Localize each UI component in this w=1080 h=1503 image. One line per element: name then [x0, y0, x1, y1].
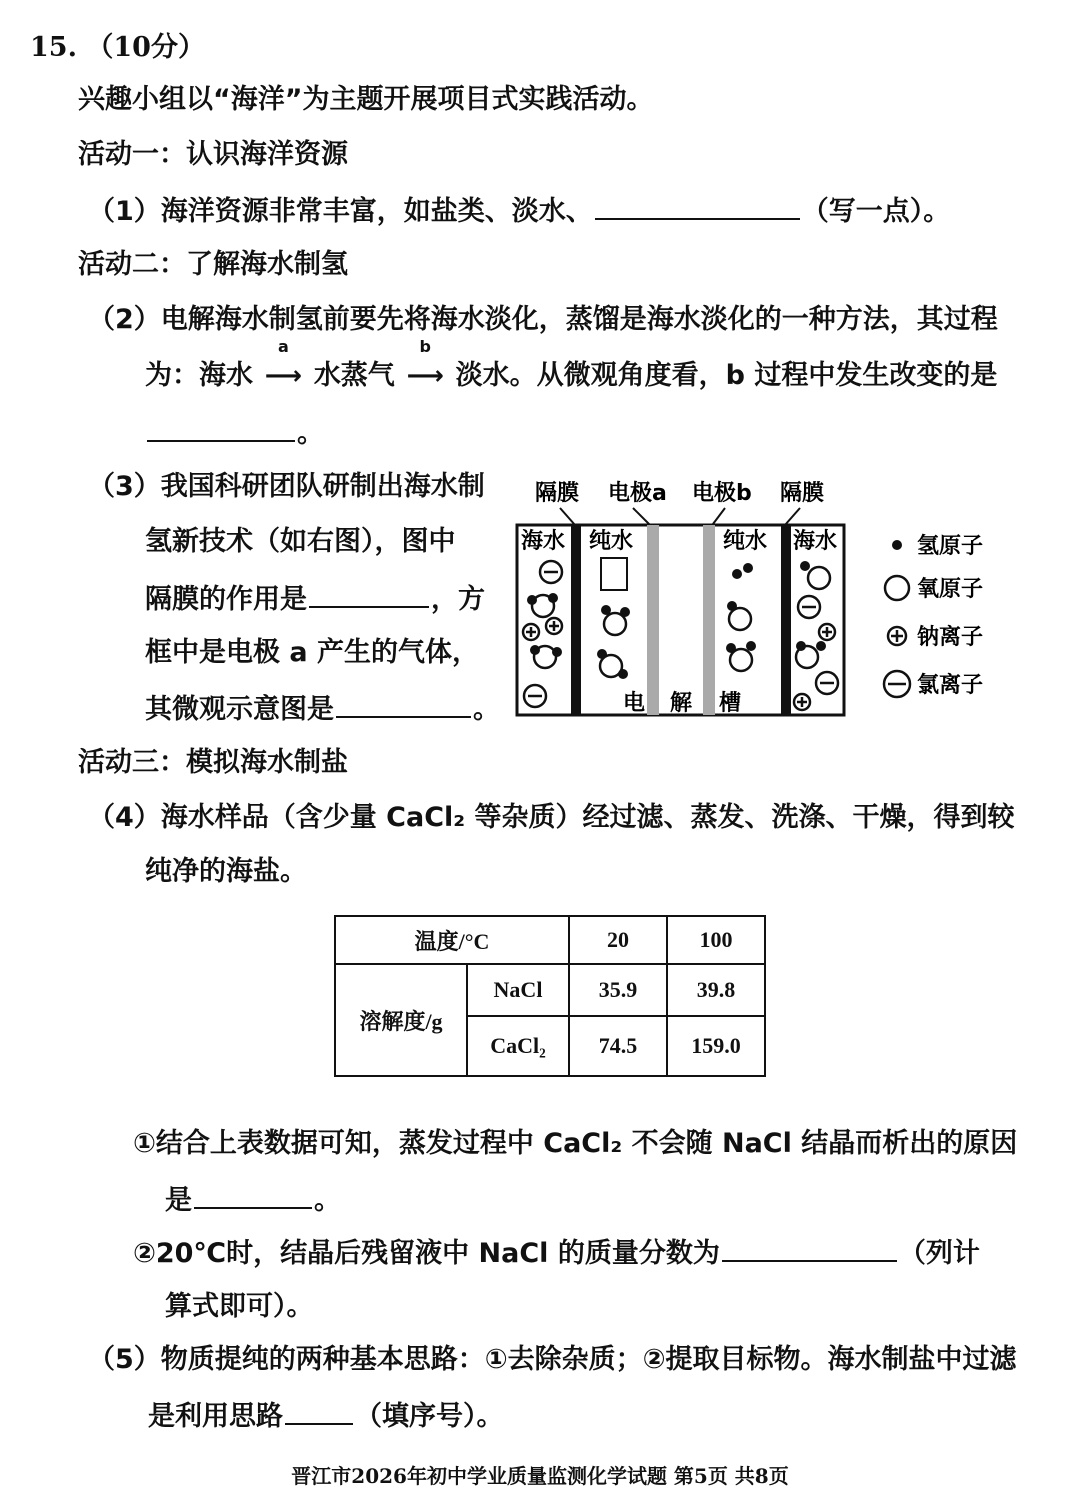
label-tank-2: 解 — [670, 691, 693, 716]
table-cell: 74.5 — [569, 1016, 667, 1076]
sub2-line2: 算式即可）。 — [165, 1291, 314, 1322]
electrolysis-diagram — [505, 470, 1005, 725]
q3-line2: 氢新技术（如右图），图中 — [145, 526, 456, 557]
sub2-text: ②20℃时，结晶后残留液中 NaCl 的质量分数为 — [133, 1238, 720, 1269]
q1 — [88, 190, 950, 232]
q3-end: 。 — [473, 694, 500, 725]
right-arrow-icon: ⟶ — [406, 361, 444, 391]
q5-line2 — [148, 1395, 504, 1437]
arrow-b-label: b — [419, 337, 431, 356]
q1-answer-blank[interactable] — [595, 190, 800, 220]
table-header-temperature: 温度/°C — [335, 916, 569, 964]
table-temp-100: 100 — [667, 916, 765, 964]
legend-chloride: 氯离子 — [917, 673, 984, 698]
q4-line1: （4）海水样品（含少量 CaCl₂ 等杂质）经过滤、蒸发、洗涤、干燥，得到较 — [88, 802, 1015, 833]
table-substance-cacl2: CaCl₂ — [467, 1016, 569, 1076]
legend — [884, 533, 983, 698]
sub1-line1: ①结合上表数据可知，蒸发过程中 CaCl₂ 不会随 NaCl 结晶而析出的原因 — [133, 1128, 1018, 1159]
membrane-left — [571, 525, 581, 715]
q4-line2: 纯净的海盐。 — [145, 856, 307, 887]
page-footer: 晋江市2026年初中学业质量监测化学试题 第5页 共8页 — [291, 1464, 789, 1488]
q2-end: 。 — [297, 418, 324, 449]
q2-answer-blank[interactable] — [147, 412, 295, 442]
sub2-answer-blank[interactable] — [722, 1232, 897, 1262]
table-cell: 35.9 — [569, 964, 667, 1016]
q5-answer-blank[interactable] — [285, 1395, 353, 1425]
label-tank-3: 槽 — [719, 691, 742, 716]
region-seawater-right: 海水 — [793, 529, 838, 554]
gas-answer-box[interactable] — [601, 558, 627, 590]
q3-membrane-blank[interactable] — [309, 578, 429, 608]
legend-oxygen: 氧原子 — [917, 577, 984, 602]
hydrogen-atom-icon — [892, 540, 902, 550]
q3-line5 — [145, 688, 500, 730]
q3-text-b: ，方 — [431, 584, 485, 615]
q2-line1: （2）电解海水制氢前要先将海水淡化，蒸馏是海水淡化的一种方法，其过程 — [88, 304, 998, 335]
leader-line — [785, 508, 800, 525]
sub2-suffix: （列计 — [898, 1238, 980, 1269]
legend-sodium: 钠离子 — [917, 625, 984, 650]
q3-line1: （3）我国科研团队研制出海水制 — [88, 471, 485, 502]
table-cell: 159.0 — [667, 1016, 765, 1076]
label-membrane-right: 隔膜 — [780, 481, 825, 506]
legend-hydrogen: 氢原子 — [917, 534, 984, 559]
region-purewater-right: 纯水 — [723, 529, 768, 554]
table-cell: 39.8 — [667, 964, 765, 1016]
q3-text-a: 隔膜的作用是 — [145, 584, 307, 615]
sub1-end: 。 — [314, 1185, 341, 1216]
q5-prefix: 是利用思路 — [148, 1401, 283, 1432]
sub1-prefix: 是 — [165, 1185, 192, 1216]
label-electrode-b: 电极b — [692, 481, 752, 506]
right-arrow-icon: ⟶ — [264, 361, 303, 391]
region-purewater-left: 纯水 — [589, 529, 634, 554]
sub2-line1 — [133, 1232, 980, 1274]
q3-line4: 框中是电极 a 产生的气体， — [145, 637, 480, 668]
label-tank-1: 电 — [623, 691, 646, 716]
arrow-a — [262, 337, 304, 396]
sub1-line2 — [165, 1179, 341, 1221]
table-substance-nacl: NaCl — [467, 964, 569, 1016]
q2-line3 — [145, 412, 324, 454]
activity2-title: 活动二：了解海水制氢 — [78, 249, 348, 280]
q2-prefix: 为：海水 — [145, 360, 253, 391]
q1-suffix: （写一点）。 — [801, 196, 951, 227]
leader-line — [560, 508, 575, 525]
q3-line3 — [145, 578, 485, 620]
table-solubility-label: 溶解度/g — [335, 964, 467, 1076]
label-membrane-left: 隔膜 — [535, 481, 580, 506]
q2-line2 — [145, 337, 998, 396]
q1-text: （1）海洋资源非常丰富，如盐类、淡水、 — [88, 196, 593, 227]
arrow-b — [404, 337, 446, 396]
solubility-table — [334, 915, 766, 1077]
electrode-b — [703, 525, 715, 715]
sub1-answer-blank[interactable] — [194, 1179, 312, 1209]
electrode-a — [647, 525, 659, 715]
q2-rest: 淡水。从微观角度看，b 过程中发生改变的是 — [455, 360, 998, 391]
question-score: （10分） — [86, 32, 205, 63]
activity1-title: 活动一：认识海洋资源 — [78, 139, 348, 170]
q3-diagram-blank[interactable] — [336, 688, 471, 718]
oxygen-atom-icon — [885, 576, 909, 600]
label-electrode-a: 电极a — [608, 481, 667, 506]
activity3-title: 活动三：模拟海水制盐 — [78, 747, 348, 778]
question-number: 15. — [30, 32, 77, 63]
question-intro: 兴趣小组以“海洋”为主题开展项目式实践活动。 — [78, 84, 654, 115]
q5-suffix: （填序号）。 — [355, 1401, 504, 1432]
membrane-right — [781, 525, 791, 715]
q2-mid: 水蒸气 — [313, 360, 395, 391]
table-temp-20: 20 — [569, 916, 667, 964]
arrow-a-label: a — [278, 337, 289, 356]
q3-text-c: 其微观示意图是 — [145, 694, 334, 725]
question-header — [30, 28, 205, 68]
region-seawater-left: 海水 — [521, 529, 566, 554]
q5-line1: （5）物质提纯的两种基本思路：①去除杂质；②提取目标物。海水制盐中过滤 — [88, 1344, 1017, 1375]
